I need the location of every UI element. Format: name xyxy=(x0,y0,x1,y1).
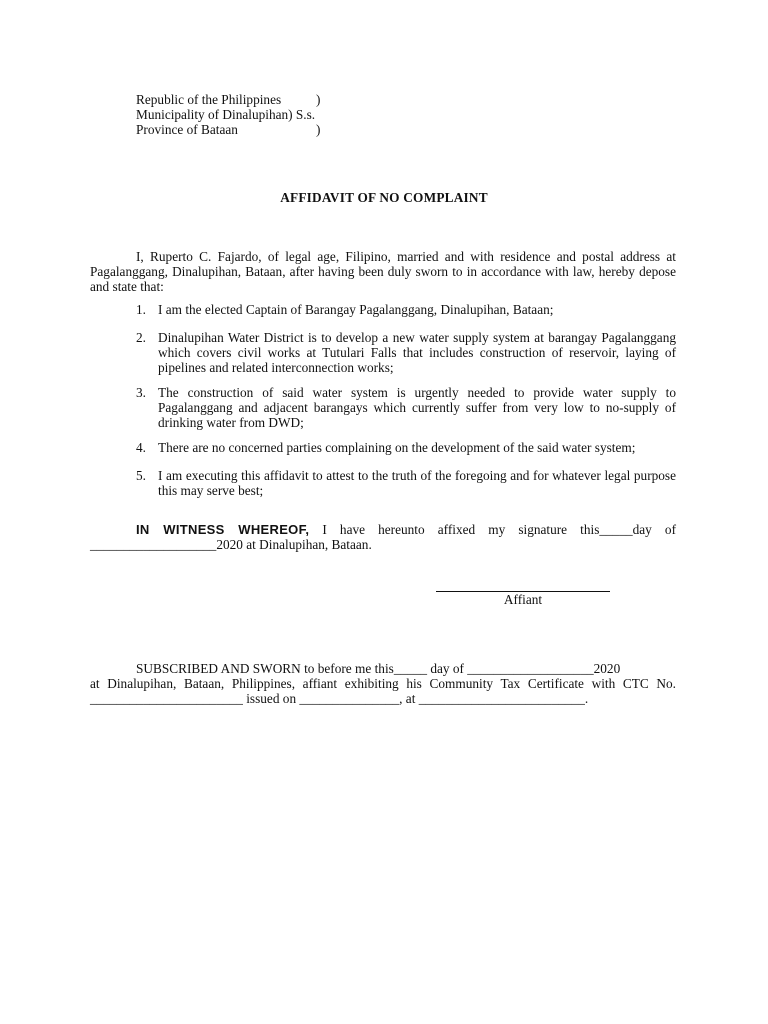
statement-text: I am the elected Captain of Barangay Pagalanggang, Dinalupihan, Bataan; xyxy=(158,302,554,317)
statement-text: I am executing this affidavit to attest to the truth of the foregoing and for whatever legal purpose this may serve best; xyxy=(158,468,676,498)
venue-province: Province of Bataan xyxy=(136,122,238,137)
statement-number: 1. xyxy=(136,302,146,317)
statement-text: Dinalupihan Water District is to develop a new water supply system at barangay Pagalanggang which covers civil works at Tutulari Falls that includes construction of reservoir, laying of pipelines and related interconnection works; xyxy=(158,330,676,375)
venue-paren-1: ) xyxy=(316,92,321,107)
affiant-label: Affiant xyxy=(503,592,543,607)
statement-item-2 xyxy=(136,330,676,375)
venue-republic: Republic of the Philippines xyxy=(136,92,282,107)
statement-number: 2. xyxy=(136,330,146,345)
venue-line-municipality xyxy=(136,107,336,122)
jurat-first-line: SUBSCRIBED AND SWORN to before me this_____ day of ___________________2020 xyxy=(136,661,621,676)
jurat-rest: at Dinalupihan, Bataan, Philippines, affiant exhibiting his Community Tax Certificate with CTC No. _______________________ issued on _______________, at _________________________. xyxy=(90,676,676,706)
statement-item-4 xyxy=(136,440,676,455)
witness-lead: IN WITNESS WHEREOF, xyxy=(136,522,310,537)
venue-block xyxy=(136,92,336,137)
intro-paragraph: I, Ruperto C. Fajardo, of legal age, Filipino, married and with residence and postal address at Pagalanggang, Dinalupihan, Bataan, after having been duly sworn to in accordance with law, hereby depose and state that: xyxy=(90,249,676,294)
witness-paragraph xyxy=(90,522,676,552)
venue-paren-3: ) xyxy=(316,122,321,137)
statement-text: There are no concerned parties complaining on the development of the said water system; xyxy=(158,440,636,455)
statement-text: The construction of said water system is urgently needed to provide water supply to Pagalanggang and adjacent barangays which currently suffer from very low to no-supply of drinking water from DWD; xyxy=(158,385,676,430)
statement-number: 3. xyxy=(136,385,146,400)
statement-number: 4. xyxy=(136,440,146,455)
venue-line-republic xyxy=(136,92,336,107)
statement-number: 5. xyxy=(136,468,146,483)
statement-item-3 xyxy=(136,385,676,430)
venue-municipality: Municipality of Dinalupihan) S.s. xyxy=(136,107,316,122)
venue-line-province xyxy=(136,122,336,137)
jurat-paragraph xyxy=(90,661,676,706)
document-title: AFFIDAVIT OF NO COMPLAINT xyxy=(280,190,488,205)
statement-item-1 xyxy=(136,302,676,317)
witness-body: I have hereunto affixed my signature this_____day of ___________________2020 at Dinalupihan, Bataan. xyxy=(90,522,676,552)
statement-item-5 xyxy=(136,468,676,498)
